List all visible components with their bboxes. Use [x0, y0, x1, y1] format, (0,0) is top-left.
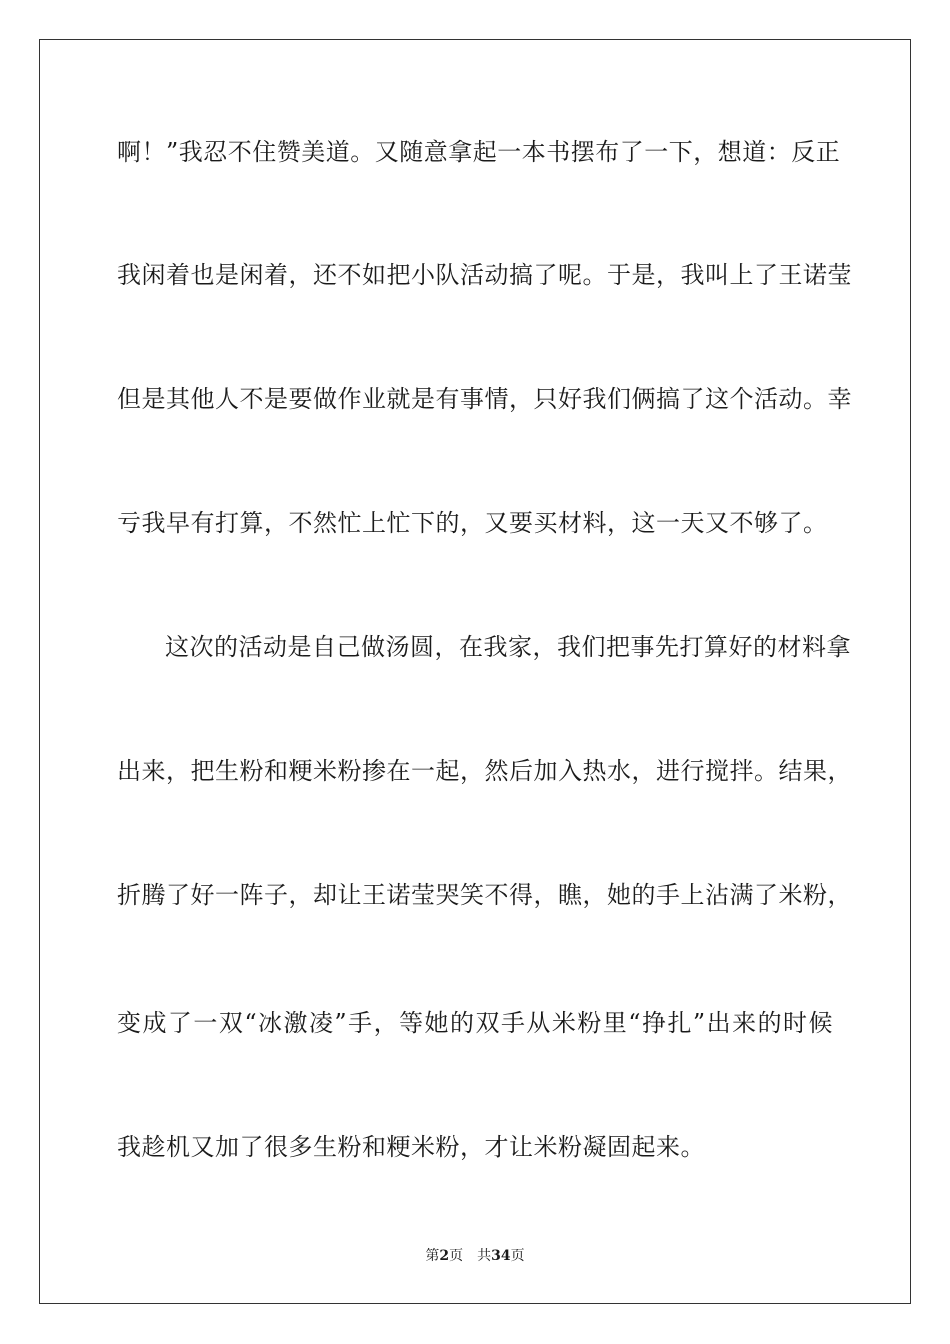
- page-frame: [39, 39, 911, 1304]
- text-line-1: 啊！”我忍不住赞美道。又随意拿起一本书摆布了一下，想道：反正: [117, 138, 841, 166]
- text-line-9: 我趁机又加了很多生粉和粳米粉，才让米粉凝固起来。: [117, 1133, 705, 1161]
- text-line-7: 折腾了好一阵子，却让王诺莹哭笑不得，瞧，她的手上沾满了米粉，: [117, 881, 852, 909]
- text-line-6: 出来，把生粉和粳米粉掺在一起，然后加入热水，进行搅拌。结果，: [117, 757, 852, 785]
- page-footer: [0, 1247, 950, 1265]
- text-line-3: 但是其他人不是要做作业就是有事情，只好我们俩搞了这个活动。幸: [117, 385, 852, 413]
- footer-prefix: 第: [425, 1248, 440, 1264]
- text-line-5: 这次的活动是自己做汤圆，在我家，我们把事先打算好的材料拿: [165, 633, 851, 661]
- footer-suffix: 页: [510, 1248, 525, 1264]
- footer-mid: 页 共: [449, 1248, 492, 1264]
- footer-page-number: 2: [439, 1248, 450, 1264]
- footer-total-pages: 34: [491, 1248, 511, 1264]
- text-line-8: 变成了一双“冰激凌”手，等她的双手从米粉里“挣扎”出来的时候: [117, 1009, 833, 1037]
- text-line-2: 我闲着也是闲着，还不如把小队活动搞了呢。于是，我叫上了王诺莹: [117, 261, 852, 289]
- text-line-4: 亏我早有打算，不然忙上忙下的，又要买材料，这一天又不够了。: [117, 509, 828, 537]
